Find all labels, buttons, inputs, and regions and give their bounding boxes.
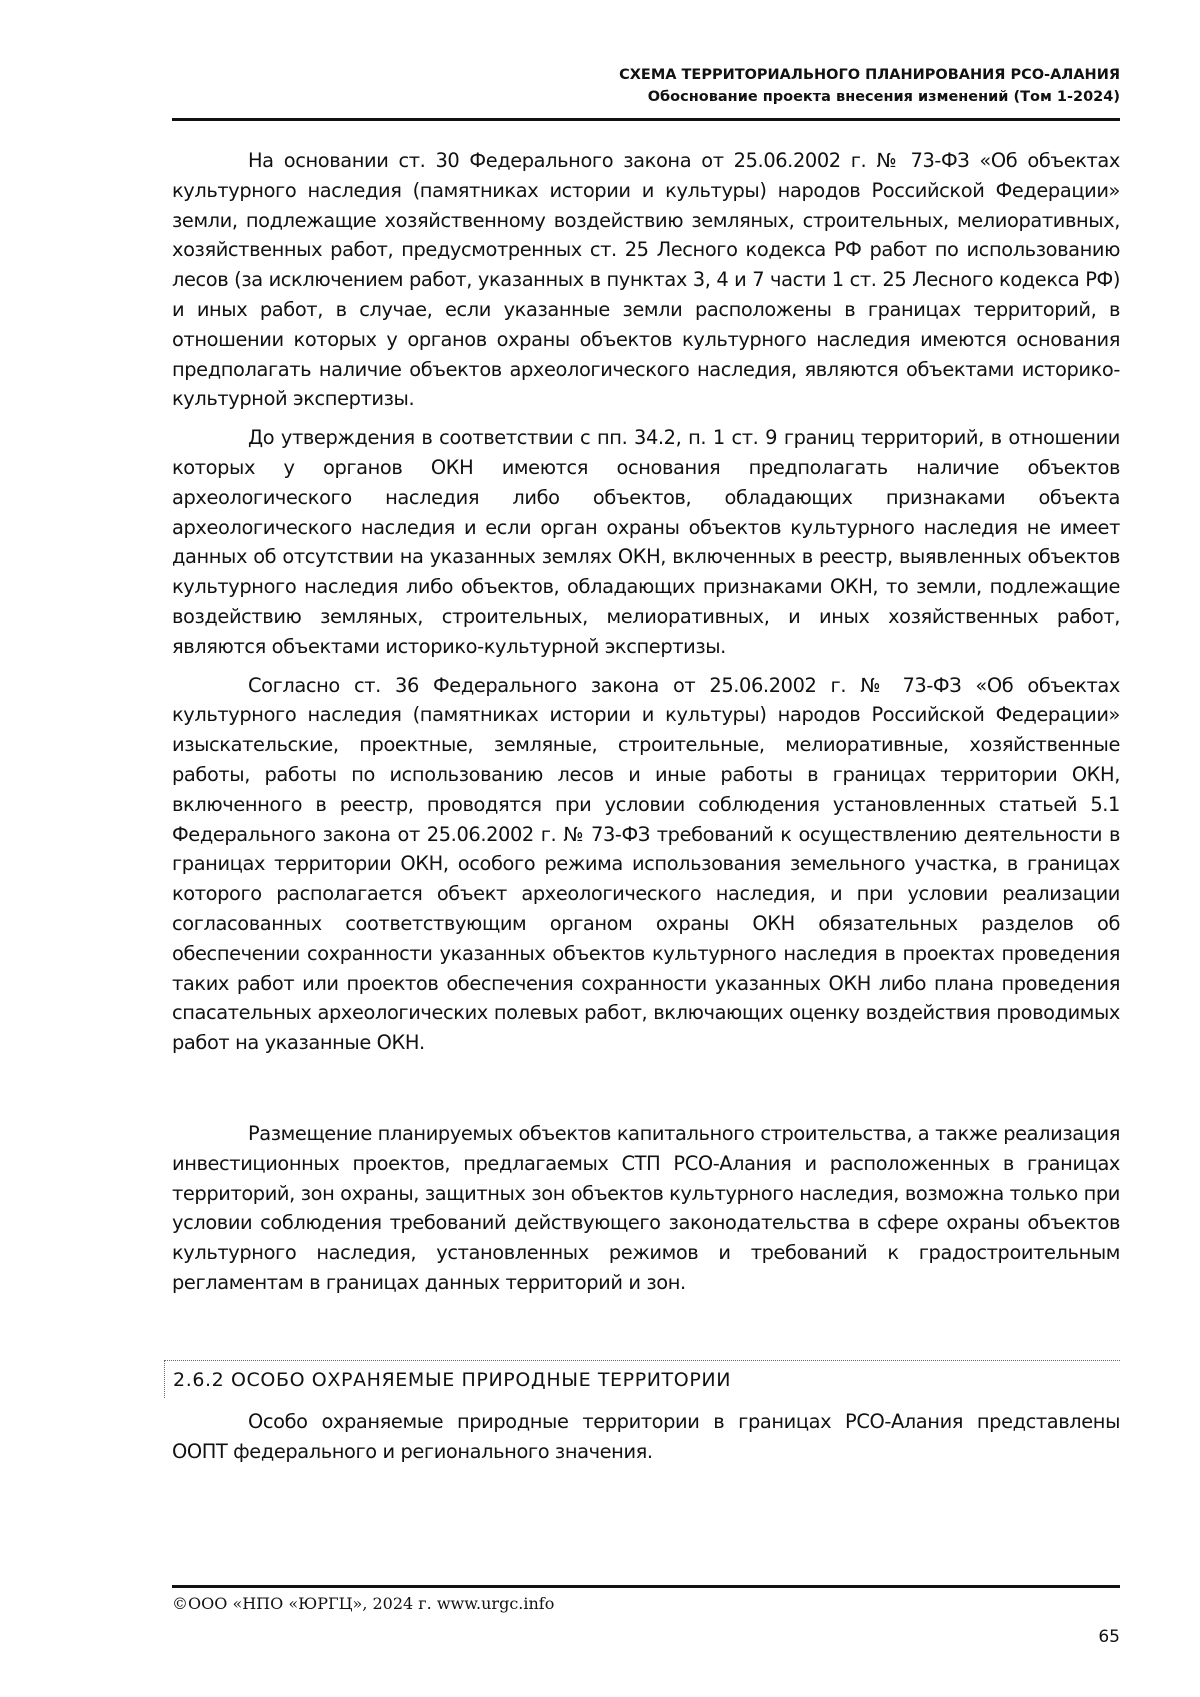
paragraph: Размещение планируемых объектов капитального строительства, а также реализация инвестиционных проектов, предлагаемых СТП РСО-Алания и расположенных в границах территорий, зон охраны, защитных зон объектов культурного наследия, возможна только при условии соблюдения требований действующего законодательства в сфере охраны объектов культурного наследия, установленных режимов и требований к градостроительным регламентам в границах данных территорий и зон.: [172, 1121, 1120, 1294]
body-text: [172, 146, 1120, 1298]
document-title: СХЕМА ТЕРРИТОРИАЛЬНОГО ПЛАНИРОВАНИЯ РСО-АЛАНИЯ: [619, 67, 1120, 83]
header-divider: [172, 118, 1120, 121]
document-subtitle: Обоснование проекта внесения изменений (Том 1-2024): [647, 89, 1120, 105]
section-heading: [164, 1360, 1120, 1398]
page-header: [172, 64, 1120, 108]
paragraph: Согласно ст. 36 Федерального закона от 25.06.2002 г. № 73-ФЗ «Об объектах культурного наследия (памятниках истории и культуры) народов Российской Федерации» изыскательские, проектные, земляные, строительные, мелиоративные, хозяйственные работы, работы по использованию лесов и иные работы в границах территории ОКН, включенного в реестр, проводятся при условии соблюдения установленных статьей 5.1 Федерального закона от 25.06.2002 г. № 73-ФЗ требований к осуществлению деятельности в границах территории ОКН, особого режима использования земельного участка, в границах которого располагается объект археологического наследия, и при условии реализации согласованных соответствующим органом охраны ОКН обязательных разделов об обеспечении сохранности указанных объектов культурного наследия в проектах проведения таких работ или проектов обеспечения сохранности указанных ОКН либо плана проведения спасательных археологических полевых работ, включающих оценку воздействия проводимых работ на указанные ОКН.: [172, 673, 1120, 1055]
section-body: [172, 1407, 1120, 1467]
paragraph: Особо охраняемые природные территории в границах РСО-Алания представлены ООПТ федерального и регионального значения.: [172, 1410, 1120, 1463]
section-heading-text: 2.6.2 ОСОБО ОХРАНЯЕМЫЕ ПРИРОДНЫЕ ТЕРРИТОРИИ: [173, 1369, 732, 1391]
page-number: 65: [1098, 1627, 1120, 1647]
paragraph: На основании ст. 30 Федерального закона от 25.06.2002 г. № 73-ФЗ «Об объектах культурного наследия (памятниках истории и культуры) народов Российской Федерации» земли, подлежащие хозяйственному воздействию земляных, строительных, мелиоративных, хозяйственных работ, предусмотренных ст. 25 Лесного кодекса РФ работ по использованию лесов (за исключением работ, указанных в пунктах 3, 4 и 7 части 1 ст. 25 Лесного кодекса РФ) и иных работ, в случае, если указанные земли расположены в границах территорий, в отношении которых у органов охраны объектов культурного наследия имеются основания предполагать наличие объектов археологического наследия, являются объектами историко-культурной экспертизы.: [172, 149, 1120, 411]
footer-copyright: ©ООО «НПО «ЮРГЦ», 2024 г. www.urgc.info: [172, 1594, 555, 1613]
footer-divider: [172, 1585, 1120, 1588]
paragraph: До утверждения в соответствии с пп. 34.2, п. 1 ст. 9 границ территорий, в отношении которых у органов ОКН имеются основания предполагать наличие объектов археологического наследия либо объектов, обладающих признаками объекта археологического наследия и если орган охраны объектов культурного наследия не имеет данных об отсутствии на указанных землях ОКН, включенных в реестр, выявленных объектов культурного наследия либо объектов, обладающих признаками ОКН, то земли, подлежащие воздействию земляных, строительных, мелиоративных, и иных хозяйственных работ, являются объектами историко-культурной экспертизы.: [172, 426, 1120, 658]
